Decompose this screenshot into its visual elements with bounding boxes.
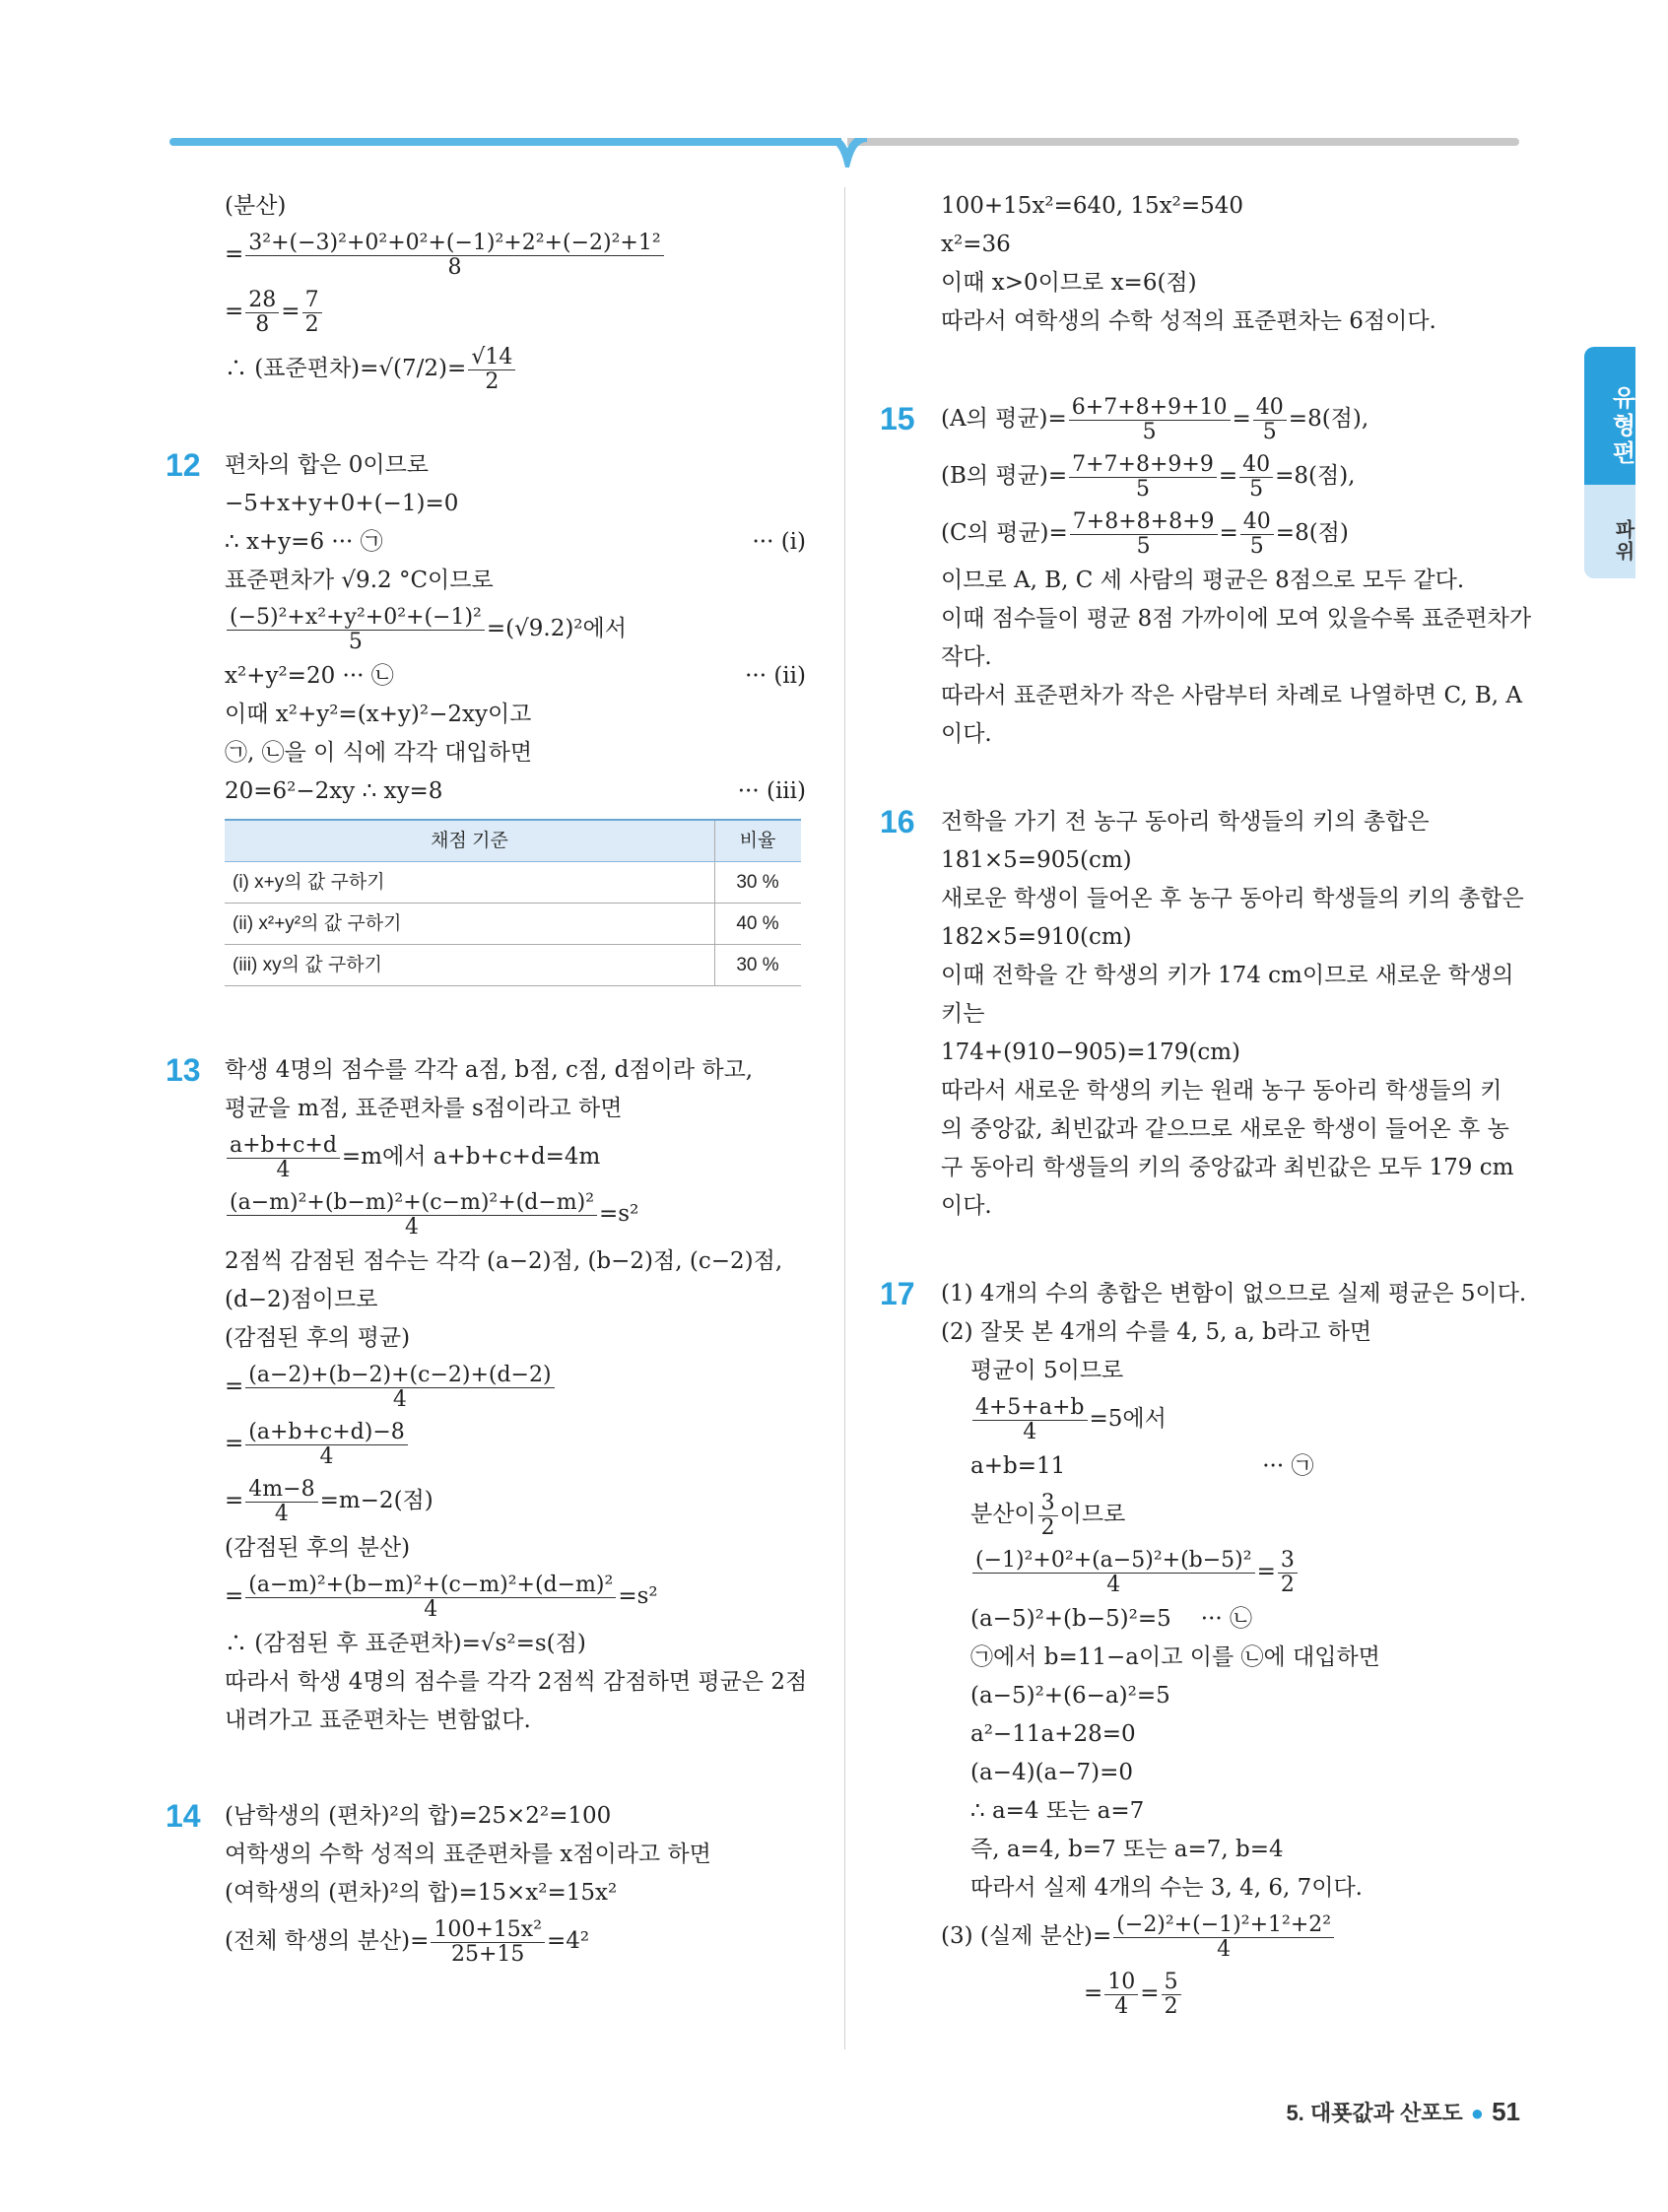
frac-den: 4 <box>405 1214 420 1240</box>
frac-num: 40 <box>1253 396 1287 421</box>
text: (B의 평균)= <box>941 463 1068 489</box>
q17-block <box>880 1275 1527 2022</box>
frac-num: (a+b+c+d)−8 <box>245 1421 408 1445</box>
frac-num: 40 <box>1240 510 1274 535</box>
page-number: 51 <box>1492 2097 1520 2126</box>
table-row <box>225 862 801 904</box>
p11-line2: = $\frac{\text{3²+(−3)²+0²+0²+(−1)²+2²+(−2)²+1²}}{8}$ <box>225 226 806 283</box>
frac-den: 8 <box>447 254 462 280</box>
section-tab-top: 유형편 <box>1584 347 1635 485</box>
frac-num: √14 <box>468 346 515 370</box>
frac-den: 5 <box>1142 419 1157 444</box>
text: =8(점) <box>1275 520 1349 546</box>
sqrt-expr: √(7/2) <box>378 356 448 381</box>
header-notch <box>828 138 867 168</box>
frac-den: 4 <box>276 1157 291 1182</box>
text: (C의 평균)= <box>941 520 1068 546</box>
question-number: 15 <box>880 401 915 436</box>
text: (A의 평균)= <box>941 406 1067 432</box>
q13-line14: 따라서 학생 4명의 점수를 각각 2점씩 감점하면 평균은 2점 <box>225 1669 808 1695</box>
text: 이므로 <box>1059 1502 1126 1527</box>
text: =8(점), <box>1288 406 1369 432</box>
q13-line4 <box>225 1185 806 1242</box>
frac-num: 7 <box>302 289 322 313</box>
cell: 40 % <box>715 904 802 945</box>
text: =(√9.2)²에서 <box>486 616 627 641</box>
q14c-line4: 따라서 여학생의 수학 성적의 표준편차는 6점이다. <box>941 308 1436 334</box>
frac-den: 2 <box>1040 1514 1055 1540</box>
text: ∴ (표준편차)= <box>225 356 379 381</box>
frac-num: (a−2)+(b−2)+(c−2)+(d−2) <box>245 1364 554 1388</box>
q14c-line2: x²=36 <box>941 232 1011 257</box>
cell: (ii) x²+y²의 값 구하기 <box>225 904 715 945</box>
frac-num: 40 <box>1239 453 1273 478</box>
text: =s² <box>599 1201 639 1227</box>
text: =s² <box>618 1583 658 1609</box>
frac-den: 4 <box>424 1596 438 1622</box>
q15-line-c: (C의 평균)= $\frac{7+8+8+8+9}{5}$ = $\frac{40}{5}$ =8(점) <box>941 508 1349 559</box>
text: a+b=11 <box>970 1453 1066 1479</box>
q12-line2: −5+x+y+0+(−1)=0 <box>225 491 459 516</box>
col-ratio: 비율 <box>715 820 802 862</box>
q16-line1: 전학을 가기 전 농구 동아리 학생들의 키의 총합은 <box>941 809 1430 835</box>
q14c-line1: 100+15x²=640, 15x²=540 <box>941 193 1244 219</box>
section-tab <box>1584 347 1635 578</box>
q14-block <box>166 1797 806 1970</box>
frac-num: (−2)²+(−1)²+1²+2² <box>1113 1913 1334 1938</box>
frac-den: 2 <box>1280 1572 1295 1597</box>
q16-line4: 182×5=910(cm) <box>941 924 1132 950</box>
q15-block <box>880 390 1532 754</box>
q13-line6: (d−2)점이므로 <box>225 1287 378 1312</box>
q17-line7: $\frac{\text{(−1)²+0²+(a−5)²+(b−5)²}}{4}$ = $\frac{3}{2}$ <box>970 1543 1527 1600</box>
text: 20=6²−2xy ∴ xy=8 <box>225 778 443 804</box>
q13-line5: 2점씩 감점된 점수는 각각 (a−2)점, (b−2)점, (c−2)점, <box>225 1248 783 1274</box>
q17-line2: (2) 잘못 본 4개의 수를 4, 5, a, b라고 하면 <box>941 1319 1372 1345</box>
q16-line6: 키는 <box>941 1001 985 1027</box>
frac-num: 4m−8 <box>245 1478 317 1503</box>
frac-den: 4 <box>1106 1572 1121 1597</box>
text: 분산이 <box>970 1502 1036 1527</box>
q16-line8: 따라서 새로운 학생의 키는 원래 농구 동아리 학생들의 키 <box>941 1078 1502 1104</box>
question-number: 13 <box>166 1052 201 1088</box>
q14-line2: 여학생의 수학 성적의 표준편차를 x점이라고 하면 <box>225 1842 711 1867</box>
p11-line3: = $\frac{28}{8}$ = $\frac{7}{2}$ <box>225 283 806 340</box>
q17-line12: (a−4)(a−7)=0 <box>970 1760 1134 1785</box>
frac-den: 5 <box>1262 419 1277 444</box>
q13-line13: ∴ (감점된 후 표준편차)=√s²=s(점) <box>225 1631 586 1656</box>
bullet-icon: ● <box>1470 2101 1485 2125</box>
chapter-title: 5. 대푯값과 산포도 <box>1286 2101 1463 2125</box>
frac-den: 4 <box>319 1443 334 1469</box>
frac-den: 4 <box>274 1501 289 1526</box>
header-bar-left <box>169 138 841 146</box>
q13-line10: = $\frac{4m-8}{4}$ =m−2(점) <box>225 1476 434 1526</box>
q12-block <box>166 446 806 986</box>
q13-line15: 내려가고 표준편차는 변함없다. <box>225 1708 531 1733</box>
q13-line1: 학생 4명의 점수를 각각 a점, b점, c점, d점이라 하고, <box>225 1057 754 1083</box>
frac-den: 5 <box>1135 476 1150 502</box>
q13-line12: = $\frac{\text{(a−m)²+(b−m)²+(c−m)²+(d−m)²}}{4}$ =s² <box>225 1572 658 1622</box>
q17-line10: (a−5)²+(6−a)²=5 <box>970 1683 1170 1709</box>
text: (3) (실제 분산)= <box>941 1923 1112 1949</box>
frac-den: 4 <box>1217 1936 1232 1962</box>
q15-line5: 이때 점수들이 평균 8점 가까이에 모여 있을수록 표준편차가 <box>941 606 1532 632</box>
q12-line7: 이때 x²+y²=(x+y)²−2xy이고 <box>225 702 532 727</box>
text: (전체 학생의 분산)= <box>225 1928 430 1954</box>
q13-line2: 평균을 m점, 표준편차를 s점이라고 하면 <box>225 1096 623 1121</box>
col-criteria: 채점 기준 <box>225 820 715 862</box>
q16-line5: 이때 전학을 간 학생의 키가 174 cm이므로 새로운 학생의 <box>941 963 1514 988</box>
q15-line8: 이다. <box>941 721 992 747</box>
frac-den: 25+15 <box>450 1941 525 1967</box>
q17-line8 <box>970 1600 1527 1639</box>
text: =4² <box>547 1928 590 1954</box>
q17-line6 <box>970 1486 1527 1543</box>
q13-line9: = $\frac{(a+b+c+d)-8}{4}$ <box>225 1415 806 1472</box>
cell: 30 % <box>715 862 802 904</box>
frac-den: 5 <box>1249 533 1264 559</box>
question-number: 12 <box>166 447 201 483</box>
question-number: 16 <box>880 804 915 839</box>
q17-line9: ㉠에서 b=11−a이고 이를 ㉡에 대입하면 <box>970 1644 1380 1670</box>
q13-block <box>166 1051 808 1740</box>
frac-num: 5 <box>1162 1971 1181 1995</box>
q17-line16 <box>941 1908 1527 1965</box>
question-number: 14 <box>166 1798 201 1834</box>
frac-num: 10 <box>1104 1971 1138 1995</box>
q17-line15: 따라서 실제 4개의 수는 3, 4, 6, 7이다. <box>970 1875 1363 1901</box>
p11-line4: ∴ (표준편차)=√(7/2)= $\frac{√14}{2}$ <box>225 340 806 397</box>
right-column <box>880 187 1532 2022</box>
q14-line3: (여학생의 (편차)²의 합)=15×x²=15x² <box>225 1880 618 1906</box>
table-row <box>225 904 801 945</box>
p11-line1: (분산) <box>225 193 287 219</box>
text: (a−5)²+(b−5)²=5 <box>970 1606 1171 1632</box>
q15-line-b: (B의 평균)= $\frac{7+7+8+9+9}{5}$ = $\frac{40}{5}$ =8(점), <box>941 451 1356 502</box>
q17-line13: ∴ a=4 또는 a=7 <box>970 1798 1145 1824</box>
frac-num: (a−m)²+(b−m)²+(c−m)²+(d−m)² <box>227 1191 597 1216</box>
q12-line3 <box>225 523 806 562</box>
frac-num: (a−m)²+(b−m)²+(c−m)²+(d−m)² <box>245 1574 616 1598</box>
q14c-line3: 이때 x>0이므로 x=6(점) <box>941 270 1197 296</box>
cell: (i) x+y의 값 구하기 <box>225 862 715 904</box>
q12-line4: 표준편차가 √9.2 °C이므로 <box>225 568 494 593</box>
frac-num: 28 <box>245 289 279 313</box>
q17-line11: a²−11a+28=0 <box>970 1721 1136 1747</box>
q13-line8: = $\frac{(a-2)+(b-2)+(c-2)+(d-2)}{4}$ <box>225 1358 806 1415</box>
frac-den: 2 <box>1164 1993 1178 2019</box>
page-footer <box>1286 2097 1520 2127</box>
q13-line11: (감점된 후의 분산) <box>225 1535 411 1561</box>
frac-num: 4+5+a+b <box>972 1396 1088 1421</box>
frac-den: 4 <box>1114 1993 1129 2019</box>
q17-line5 <box>970 1447 1527 1486</box>
frac-num: 3 <box>1038 1492 1058 1516</box>
frac-den: 5 <box>1249 476 1264 502</box>
q12-line1: 편차의 합은 0이므로 <box>225 452 429 478</box>
frac-num: a+b+c+d <box>227 1134 340 1159</box>
q15-line7: 따라서 표준편차가 작은 사람부터 차례로 나열하면 C, B, A <box>941 683 1522 708</box>
frac-den: 5 <box>348 629 363 654</box>
column-divider <box>844 187 845 2049</box>
cell: 30 % <box>715 945 802 986</box>
text: ∴ x+y=6 ··· ㉠ <box>225 529 383 555</box>
q16-line7: 174+(910−905)=179(cm) <box>941 1039 1240 1065</box>
frac-num: (−5)²+x²+y²+0²+(−1)² <box>227 606 485 631</box>
step-mark: ··· ㉡ <box>1200 1606 1253 1632</box>
q12-line8: ㉠, ㉡을 이 식에 각각 대입하면 <box>225 740 533 766</box>
q14-line4 <box>225 1912 806 1970</box>
text: =5에서 <box>1089 1406 1167 1432</box>
q17-line14: 즉, a=4, b=7 또는 a=7, b=4 <box>970 1837 1284 1862</box>
q17-line4 <box>970 1390 1527 1447</box>
q17-line3: 평균이 5이므로 <box>970 1358 1124 1383</box>
q12-line5 <box>225 600 806 657</box>
q17-line17: = $\frac{10}{4}$ = $\frac{5}{2}$ <box>941 1965 1527 2022</box>
frac-num: 3²+(−3)²+0²+0²+(−1)²+2²+(−2)²+1² <box>245 232 663 256</box>
step-mark: ··· (iii) <box>737 778 806 804</box>
header-bar-right <box>847 138 1519 146</box>
q16-line11: 이다. <box>941 1193 992 1219</box>
frac-den: 4 <box>392 1386 407 1412</box>
question-number: 17 <box>880 1276 915 1311</box>
step-mark: ··· ㉠ <box>1262 1453 1314 1479</box>
frac-den: 2 <box>304 311 319 337</box>
text: x²+y²=20 ··· ㉡ <box>225 663 394 689</box>
frac-num: 100+15x² <box>431 1918 545 1943</box>
grading-table <box>225 819 801 986</box>
frac-den: 2 <box>485 369 500 394</box>
frac-num: 3 <box>1278 1549 1298 1574</box>
text: =m−2(점) <box>319 1488 434 1513</box>
text: =m에서 a+b+c+d=4m <box>341 1144 601 1170</box>
left-column <box>166 187 808 1970</box>
q16-block <box>880 803 1527 1226</box>
q14-line1: (남학생의 (편차)²의 합)=25×2²=100 <box>225 1803 612 1829</box>
q15-line4: 이므로 A, B, C 세 사람의 평균은 8점으로 모두 같다. <box>941 568 1465 593</box>
frac-den: 4 <box>1023 1419 1037 1444</box>
step-mark: ··· (i) <box>752 529 806 555</box>
frac-num: 7+8+8+8+9 <box>1070 510 1218 535</box>
q12-line6 <box>225 657 806 696</box>
q15-line6: 작다. <box>941 644 992 670</box>
q16-line3: 새로운 학생이 들어온 후 농구 동아리 학생들의 키의 총합은 <box>941 886 1524 911</box>
q16-line2: 181×5=905(cm) <box>941 847 1132 873</box>
q17-line1: (1) 4개의 수의 총합은 변함이 없으므로 실제 평균은 5이다. <box>941 1281 1527 1307</box>
frac-den: 8 <box>255 311 270 337</box>
table-header <box>225 820 801 862</box>
q13-line3 <box>225 1128 806 1185</box>
q15-line-a: (A의 평균)= $\frac{6+7+8+9+10}{5}$ = $\frac{40}{5}$ =8(점), <box>941 394 1369 444</box>
text: =8(점), <box>1275 463 1356 489</box>
frac-num: 7+7+8+9+9 <box>1069 453 1217 478</box>
q13-line7: (감점된 후의 평균) <box>225 1325 411 1351</box>
frac-den: 5 <box>1136 533 1151 559</box>
q16-line10: 구 동아리 학생들의 키의 중앙값과 최빈값은 모두 179 cm <box>941 1155 1514 1180</box>
section-tab-bottom: 파위 <box>1584 485 1635 578</box>
q12-line9 <box>225 772 806 811</box>
table-row <box>225 945 801 986</box>
q16-line9: 의 중앙값, 최빈값과 같으므로 새로운 학생이 들어온 후 농 <box>941 1116 1509 1142</box>
frac-num: 6+7+8+9+10 <box>1069 396 1231 421</box>
step-mark: ··· (ii) <box>745 663 806 689</box>
frac-num: (−1)²+0²+(a−5)²+(b−5)² <box>972 1549 1255 1574</box>
cell: (iii) xy의 값 구하기 <box>225 945 715 986</box>
q17-sub2 <box>941 1352 1527 1908</box>
